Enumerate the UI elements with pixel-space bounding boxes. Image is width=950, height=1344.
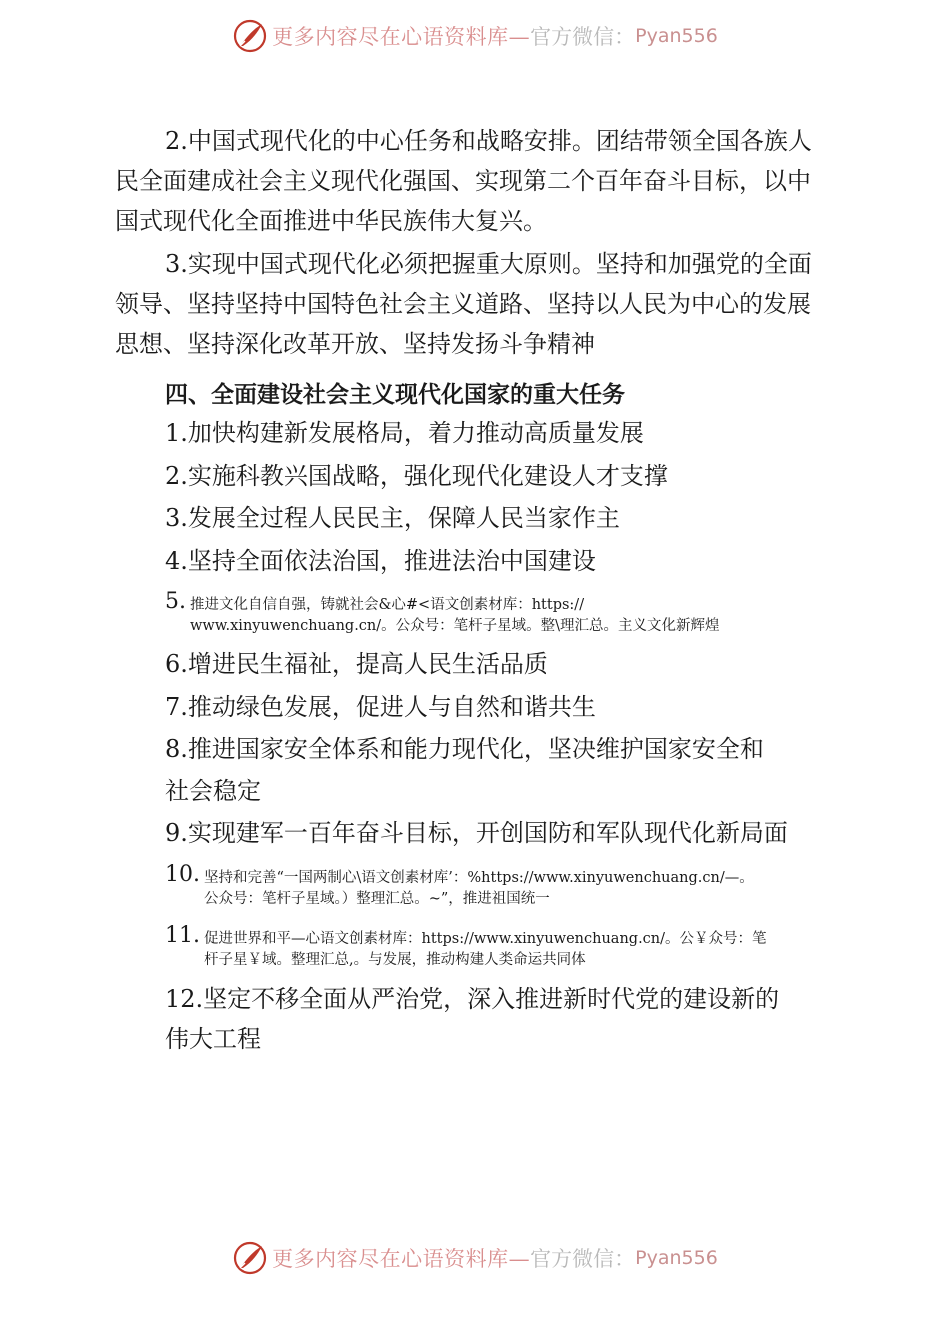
task-6: 6.增进民生福祉，提高人民生活品质: [165, 650, 548, 678]
paragraph-3-line-3: 思想、坚持深化改革开放、坚持发扬斗争精神: [115, 330, 595, 358]
wechat-id: Pyan556: [635, 1247, 718, 1269]
banner-text: 更多内容尽在心语资料库—: [272, 1247, 531, 1271]
task-11-number: 11.: [165, 923, 200, 948]
task-10-number: 10.: [165, 862, 200, 887]
task-2: 2.实施科教兴国战略，强化现代化建设人才支撑: [165, 462, 668, 490]
task-8-line-2: 社会稳定: [165, 777, 261, 805]
task-5-line-1: 推进文化自信自强，铸就社会&心#<语文创素材库：https://: [190, 597, 585, 613]
task-3: 3.发展全过程人民民主，保障人民当家作主: [165, 504, 620, 532]
wechat-label: 官方微信：: [530, 1247, 636, 1271]
quill-logo-icon: [232, 1240, 268, 1276]
task-12-line-2: 伟大工程: [165, 1025, 261, 1053]
task-11-line-1: 促进世界和平—心语文创素材库：https://www.xinyuwenchuang.cn/。公￥众号：笔: [204, 931, 767, 947]
task-5-line-2: www.xinyuwenchuang.cn/。公众号：笔杆子星域。整\理汇总。主义文化新辉煌: [190, 618, 720, 634]
paragraph-3-line-1: 3.实现中国式现代化必须把握重大原则。坚持和加强党的全面: [165, 250, 812, 278]
task-12-line-1: 12.坚定不移全面从严治党，深入推进新时代党的建设新的: [165, 985, 780, 1013]
task-7: 7.推动绿色发展，促进人与自然和谐共生: [165, 693, 596, 721]
paragraph-2-line-1: 2.中国式现代化的中心任务和战略安排。团结带领全国各族人: [165, 127, 812, 155]
paragraph-3-line-2: 领导、坚持坚持中国特色社会主义道路、坚持以人民为中心的发展: [115, 290, 811, 318]
section-4-heading: 四、全面建设社会主义现代化国家的重大任务: [165, 382, 625, 408]
quill-logo-icon: [232, 18, 268, 54]
paragraph-2-line-2: 民全面建成社会主义现代化强国、实现第二个百年奋斗目标，以中: [115, 167, 811, 195]
task-1: 1.加快构建新发展格局，着力推动高质量发展: [165, 419, 644, 447]
task-5-number: 5.: [165, 589, 186, 614]
paragraph-2-line-3: 国式现代化全面推进中华民族伟大复兴。: [115, 207, 547, 235]
task-8-line-1: 8.推进国家安全体系和能力现代化，坚决维护国家安全和: [165, 735, 764, 763]
task-10-line-2: 公众号：笔杆子星域。）整理汇总。~”，推进祖国统一: [204, 891, 550, 907]
task-11-line-2: 杆子星￥域。整理汇总,。与发展，推动构建人类命运共同体: [204, 952, 586, 968]
task-4: 4.坚持全面依法治国，推进法治中国建设: [165, 547, 596, 575]
footer-banner: [0, 1236, 950, 1280]
banner-text: 更多内容尽在心语资料库—: [272, 25, 531, 49]
task-10-line-1: 坚持和完善“一国两制心\语文创素材库’：%https://www.xinyuwenchuang.cn/—。: [204, 870, 754, 886]
task-9: 9.实现建军一百年奋斗目标，开创国防和军队现代化新局面: [165, 819, 788, 847]
wechat-label: 官方微信：: [530, 25, 636, 49]
wechat-id: Pyan556: [635, 25, 718, 47]
header-banner: [0, 14, 950, 58]
